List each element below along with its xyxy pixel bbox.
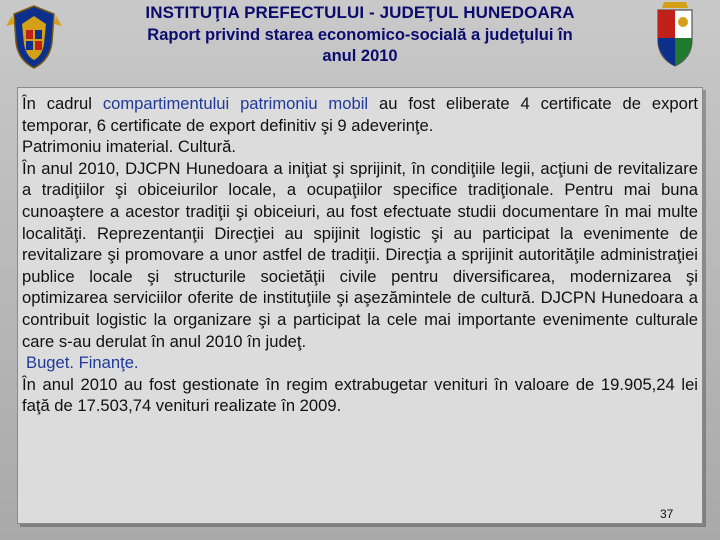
content-box: [17, 87, 703, 524]
page-number: 37: [660, 507, 674, 521]
romania-coat-of-arms-icon: [4, 2, 64, 72]
page-title: INSTITUŢIA PREFECTULUI - JUDEŢUL HUNEDOARA: [145, 3, 575, 22]
page-subtitle: [90, 25, 630, 67]
paragraph-patrimoniu-mobil: [22, 93, 698, 136]
paragraph-buget: În anul 2010 au fost gestionate în regim extrabugetar venituri în valoare de 19.905,24 lei faţă de 17.503,74 venituri realizate în 2009.: [22, 374, 698, 416]
subtitle-line: anul 2010: [322, 47, 398, 65]
highlighted-term: compartimentului patrimoniu mobil: [102, 94, 369, 113]
paragraph-text: au fost eliberate 4 certificate de export temporar, 6 certificate de export definitiv şi 9 adeverinţe.: [22, 94, 698, 135]
paragraph-text: În cadrul: [22, 94, 103, 113]
body-text: [22, 93, 698, 417]
subtitle-line: Raport privind starea economico-socială a judeţului în: [147, 26, 573, 44]
slide-header: [0, 0, 720, 86]
paragraph-cultura: În anul 2010, DJCPN Hunedoara a iniţiat şi sprijinit, în condiţiile legii, acţiuni de revitalizare a tradiţiilor şi obiceiurilor locale, a ocupaţiilor specifice tradiţionale. Pentru mai buna cunoaştere a acestor tradiţii şi obiceiuri, au fost efectuate studii documentare în mai multe localităţi. Reprezentanţii Direcţiei au spijinit logistic şi au participat la evenimente de revitalizare şi promovare a unor astfel de tradiţii. Direcţia a sprijinit autorităţile administraţiei publice locale şi structurile societăţii civile pentru diversificarea, modernizarea şi optimizarea serviciilor oferite de instituţiile şi aşezămintele de cultură. DJCPN Hunedoara a contribuit logistic la organizare şi a participat la cele mai importante evenimente culturale care s-au derulat în anul 2010 în judeţ.: [22, 158, 698, 351]
section-heading-buget: Buget. Finanţe.: [26, 353, 139, 373]
section-heading-patrimoniu-imaterial: Patrimoniu imaterial. Cultură.: [22, 137, 236, 157]
hunedoara-county-coat-of-arms-icon: [650, 0, 700, 68]
